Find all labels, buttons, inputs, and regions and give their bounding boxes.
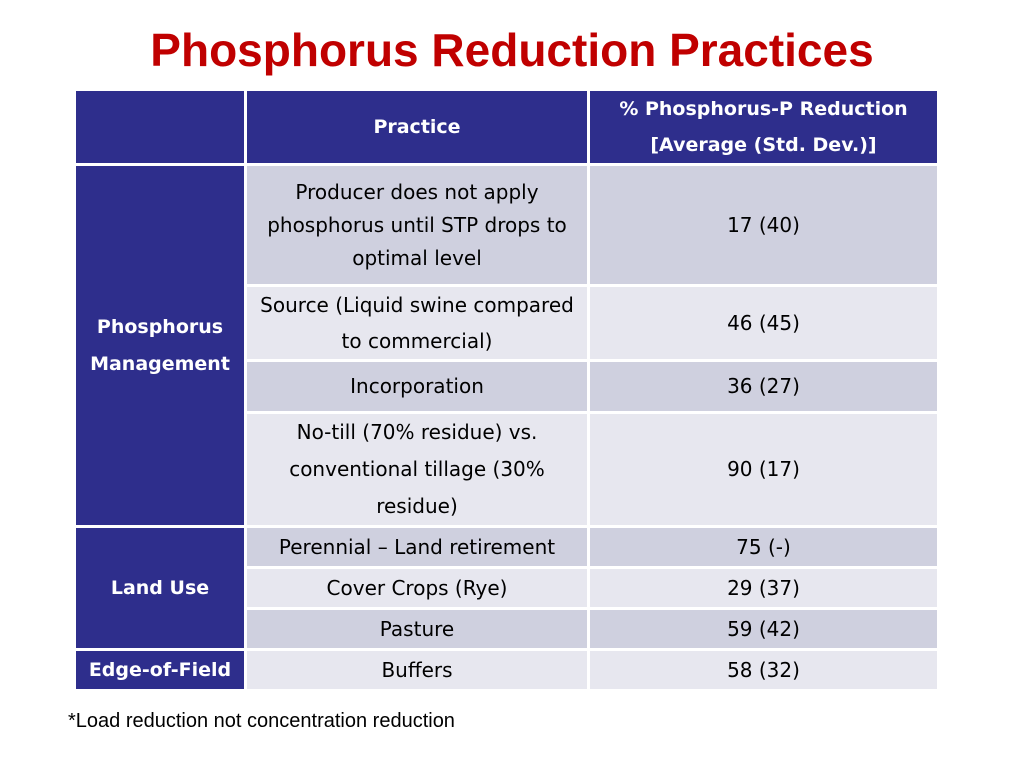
value-cell: 17 (40)	[590, 166, 937, 284]
phosphorus-practices-table	[73, 88, 940, 692]
table-row	[76, 528, 937, 566]
practice-cell: Source (Liquid swine compared to commercial)	[247, 287, 587, 359]
header-reduction-line2: [Average (Std. Dev.)]	[650, 134, 877, 156]
header-group	[76, 91, 244, 163]
practice-cell: Incorporation	[247, 362, 587, 411]
header-reduction-line1: % Phosphorus-P Reduction	[619, 98, 908, 120]
header-row	[76, 91, 937, 163]
value-cell: 29 (37)	[590, 569, 937, 607]
table-row	[76, 166, 937, 284]
value-cell: 59 (42)	[590, 610, 937, 648]
practice-cell: Buffers	[247, 651, 587, 689]
practice-cell: Producer does not apply phosphorus until STP drops to optimal level	[247, 166, 587, 284]
value-cell: 58 (32)	[590, 651, 937, 689]
page-title: Phosphorus Reduction Practices	[150, 24, 874, 76]
header-practice: Practice	[247, 91, 587, 163]
practice-cell: No-till (70% residue) vs. conventional tillage (30% residue)	[247, 414, 587, 525]
group-label-line2: Management	[90, 352, 230, 375]
practice-cell: Cover Crops (Rye)	[247, 569, 587, 607]
group-label-line1: Phosphorus	[96, 315, 224, 338]
value-cell: 36 (27)	[590, 362, 937, 411]
footnote: *Load reduction not concentration reduction	[68, 710, 455, 732]
value-cell: 90 (17)	[590, 414, 937, 525]
group-phosphorus-management	[76, 166, 244, 525]
table-row	[76, 651, 937, 689]
value-cell: 75 (-)	[590, 528, 937, 566]
practice-cell: Pasture	[247, 610, 587, 648]
practice-cell: Perennial – Land retirement	[247, 528, 587, 566]
group-land-use: Land Use	[76, 528, 244, 648]
value-cell: 46 (45)	[590, 287, 937, 359]
group-edge-of-field: Edge-of-Field	[76, 651, 244, 689]
header-reduction	[590, 91, 937, 163]
